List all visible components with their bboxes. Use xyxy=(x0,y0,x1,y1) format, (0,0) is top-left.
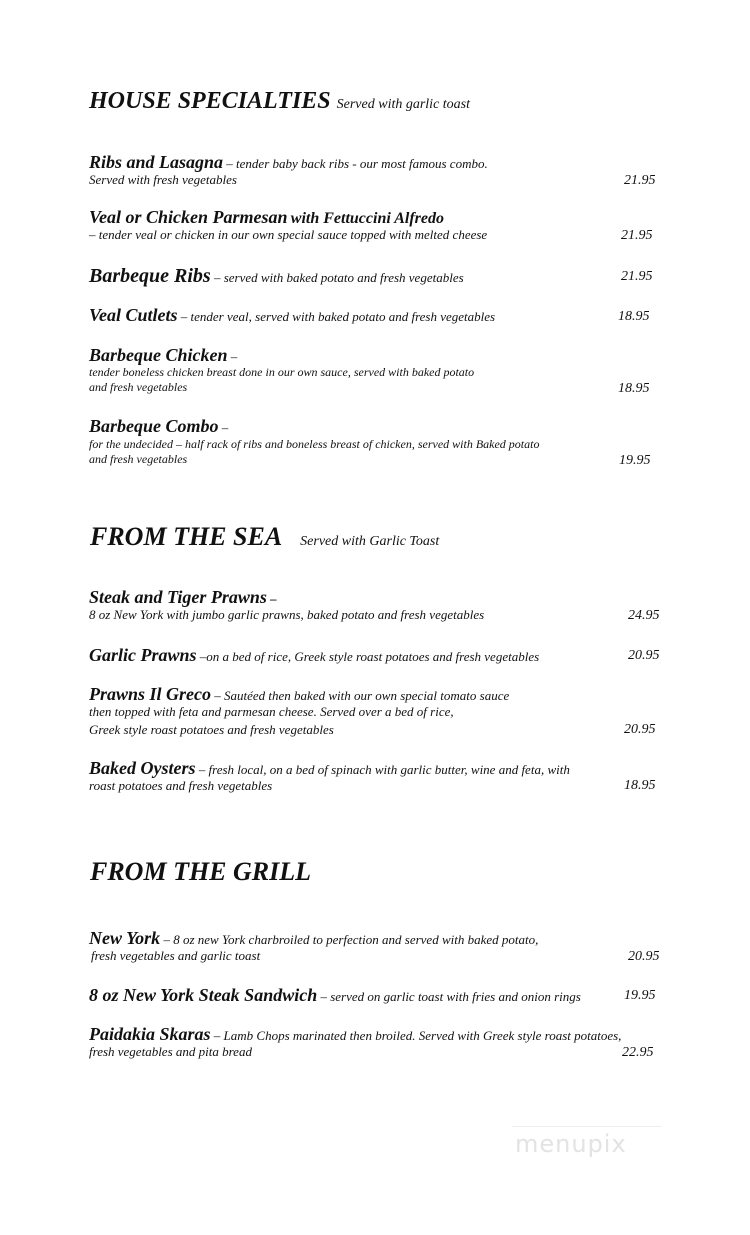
section-title-from-the-grill xyxy=(90,857,311,887)
item-name: Steak and Tiger Prawns xyxy=(89,587,267,607)
item-price: 21.95 xyxy=(624,173,656,188)
item-name: Veal or Chicken Parmesan xyxy=(89,207,288,227)
watermark-divider xyxy=(512,1126,662,1127)
menu-item-veal-cutlets xyxy=(89,305,669,326)
item-price: 20.95 xyxy=(628,648,660,663)
item-description: –on a bed of rice, Greek style roast potatoes and fresh vegetables xyxy=(199,649,540,664)
item-description: Served with fresh vegetables xyxy=(89,172,237,187)
menu-item-barbeque-combo xyxy=(89,416,669,467)
item-description: – xyxy=(230,349,238,364)
menu-item-prawns-il-greco xyxy=(89,684,669,738)
menu-item-veal-chicken-parmesan xyxy=(89,207,669,243)
section-title-house-specialties xyxy=(89,88,470,115)
item-name: Barbeque Ribs xyxy=(89,265,211,287)
watermark-logo: menupix xyxy=(515,1130,627,1158)
item-price: 18.95 xyxy=(618,309,650,324)
item-name: 8 oz New York Steak Sandwich xyxy=(89,985,318,1005)
item-name: Paidakia Skaras xyxy=(89,1024,211,1044)
item-description: and fresh vegetables xyxy=(89,452,188,466)
item-description: roast potatoes and fresh vegetables xyxy=(89,778,273,793)
section-title-text: FROM THE SEA xyxy=(90,522,283,551)
menu-item-new-york xyxy=(89,928,669,964)
section-title-from-the-sea xyxy=(90,522,439,552)
item-description: – served on garlic toast with fries and onion rings xyxy=(320,989,581,1004)
item-name: Ribs and Lasagna xyxy=(89,152,224,172)
item-name: New York xyxy=(89,928,161,948)
item-name: Barbeque Combo xyxy=(89,416,219,436)
menu-item-barbeque-chicken xyxy=(89,345,669,395)
menu-item-baked-oysters xyxy=(89,758,669,794)
section-subtitle: Served with Garlic Toast xyxy=(300,534,440,549)
menu-item-new-york-steak-sandwich xyxy=(89,985,669,1006)
section-title-text: HOUSE SPECIALTIES xyxy=(89,88,331,114)
item-description: fresh vegetables and garlic toast xyxy=(91,948,261,963)
menu-item-paidakia-skaras xyxy=(89,1024,669,1060)
item-description: Greek style roast potatoes and fresh vegetables xyxy=(89,722,334,737)
item-description: – xyxy=(270,591,277,606)
item-description: – 8 oz new York charbroiled to perfection and served with baked potato, xyxy=(163,932,539,947)
item-name-addition: with Fettuccini Alfredo xyxy=(290,210,444,227)
item-price: 20.95 xyxy=(628,949,660,964)
item-price: 20.95 xyxy=(624,722,656,737)
item-price: 19.95 xyxy=(624,988,656,1003)
item-description: – tender baby back ribs - our most famous combo. xyxy=(226,156,488,171)
item-description: fresh vegetables and pita bread xyxy=(89,1044,252,1059)
item-price: 22.95 xyxy=(622,1045,654,1060)
item-description: then topped with feta and parmesan cheese. Served over a bed of rice, xyxy=(89,704,454,719)
item-description: – tender veal, served with baked potato and fresh vegetables xyxy=(180,309,496,324)
menu-item-steak-and-tiger-prawns xyxy=(89,587,669,623)
item-price: 21.95 xyxy=(621,269,653,284)
section-subtitle: Served with garlic toast xyxy=(336,97,471,112)
item-description: and fresh vegetables xyxy=(89,380,188,394)
item-description: – served with baked potato and fresh vegetables xyxy=(213,270,464,285)
item-description: – tender veal or chicken in our own special sauce topped with melted cheese xyxy=(89,227,488,242)
item-name: Prawns Il Greco xyxy=(89,684,212,704)
item-price: 24.95 xyxy=(628,608,660,623)
item-name: Garlic Prawns xyxy=(89,645,197,665)
item-name: Veal Cutlets xyxy=(89,305,178,325)
item-description: tender boneless chicken breast done in our own sauce, served with baked potato xyxy=(89,365,475,379)
item-price: 18.95 xyxy=(624,778,656,793)
menu-item-garlic-prawns xyxy=(89,645,669,666)
item-description: – fresh local, on a bed of spinach with garlic butter, wine and feta, with xyxy=(198,762,570,777)
item-name: Barbeque Chicken xyxy=(89,345,228,365)
item-name: Baked Oysters xyxy=(89,758,196,778)
item-price: 21.95 xyxy=(621,228,653,243)
item-description: – Sautéed then baked with our own special tomato sauce xyxy=(214,688,510,703)
menu-item-barbeque-ribs xyxy=(89,265,669,288)
menu-item-ribs-and-lasagna xyxy=(89,152,669,188)
item-description: 8 oz New York with jumbo garlic prawns, baked potato and fresh vegetables xyxy=(89,607,485,622)
item-description: – xyxy=(221,420,229,435)
item-description: – Lamb Chops marinated then broiled. Served with Greek style roast potatoes, xyxy=(213,1028,622,1043)
section-title-text: FROM THE GRILL xyxy=(90,857,312,886)
item-description: for the undecided – half rack of ribs and boneless breast of chicken, served with Baked potato xyxy=(89,437,540,451)
item-price: 19.95 xyxy=(619,453,651,468)
item-price: 18.95 xyxy=(618,381,650,396)
